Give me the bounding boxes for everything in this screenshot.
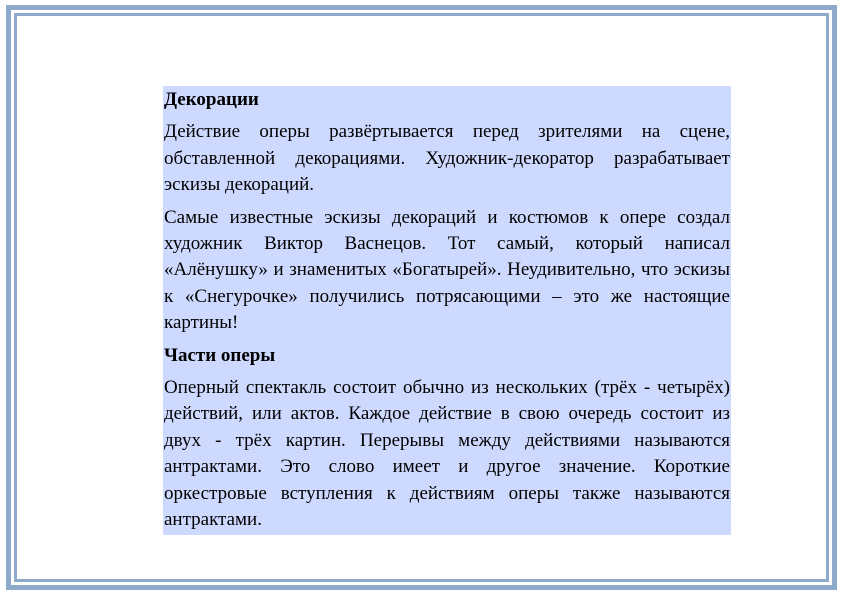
text-panel [163,86,731,535]
decorations-paragraph-1: Действие оперы развёртывается перед зрителями на сцене, обставленной декорациями. Художник-декоратор разрабатывает эскизы декораций. [164,121,730,196]
opera-parts-heading: Части оперы [164,344,276,366]
decorations-paragraph-2: Самые известные эскизы декораций и костюмов к опере создал художник Виктор Васнецов. Тот самый, который написал «Алёнушку» и знаменитых «Богатырей». Неудивительно, что эскизы к «Снегурочке» получились потрясающими – это же настоящие картины! [164,206,730,334]
decorations-heading: Декорации [164,89,259,110]
opera-parts-paragraph-1: Оперный спектакль состоит обычно из нескольких (трёх - четырёх) действий, или актов. Каждое действие в свою очередь состоит из двух - трёх картин. Перерывы между действиями называются антрактами. Это слово имеет и другое значение. Короткие оркестровые вступления к действиям оперы также называются антрактами. [164,377,730,531]
